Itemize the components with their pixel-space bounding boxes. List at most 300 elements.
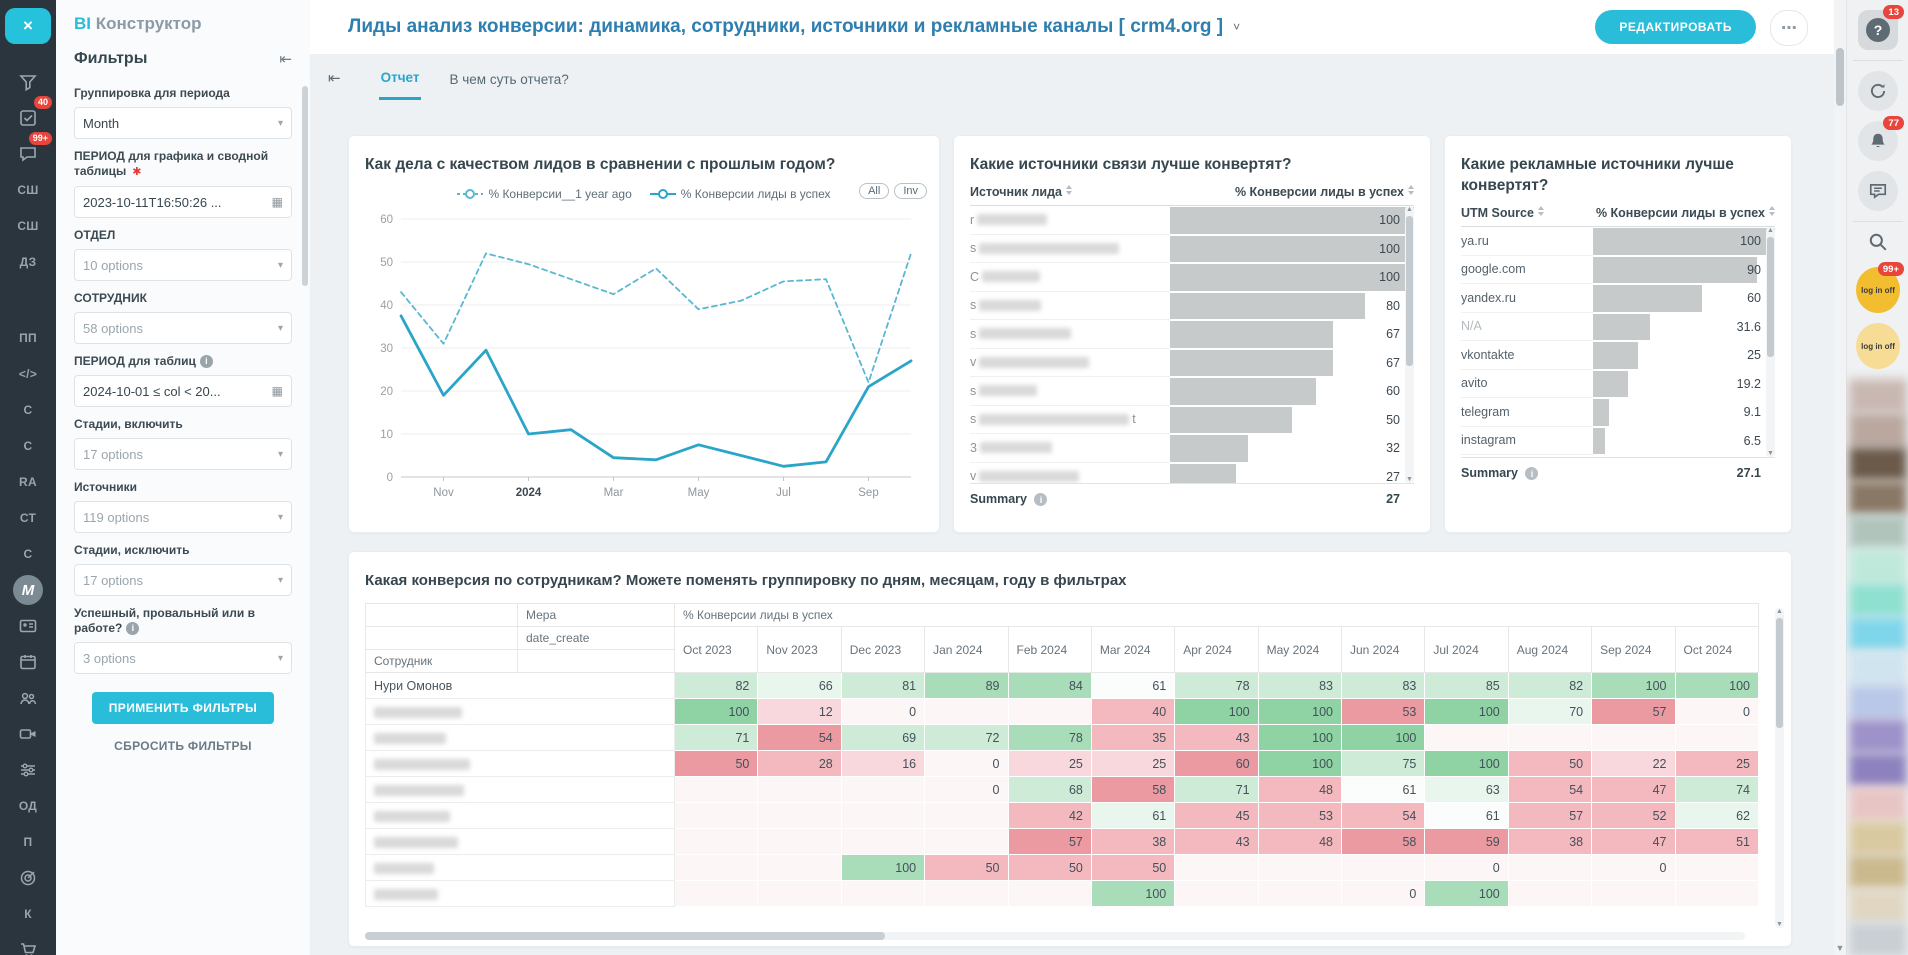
- row-label-text: vkontakte: [1461, 347, 1515, 362]
- conversion-cell: [1175, 855, 1258, 881]
- svg-text:Mar: Mar: [603, 487, 624, 499]
- conversion-cell: 89: [925, 673, 1008, 699]
- conversion-cell: [1008, 881, 1091, 907]
- input-value: 2024-10-01 ≤ col < 20...: [83, 383, 221, 399]
- filter-label: ПЕРИОД для графика и сводной таблицы ✱: [74, 149, 269, 178]
- conversion-cell: 48: [1258, 777, 1341, 803]
- sidebar-item-с[interactable]: С: [23, 439, 33, 453]
- table-row: [1461, 398, 1775, 427]
- redacted-label: [374, 889, 438, 900]
- notification-badge: 40: [34, 96, 52, 109]
- conversion-cell: 62: [1675, 803, 1759, 829]
- tab-about[interactable]: В чем суть отчета?: [449, 71, 569, 87]
- conversion-cell: 16: [841, 751, 924, 777]
- column-header[interactable]: Feb 2024: [1008, 627, 1091, 673]
- row-label-text: N/A: [1461, 319, 1482, 334]
- column-header[interactable]: Jul 2024: [1425, 627, 1508, 673]
- redacted-label: [979, 385, 1037, 396]
- pivot-row: [366, 673, 1759, 699]
- legend-item-year-ago[interactable]: % Конверсии__1 year ago: [457, 187, 631, 201]
- row-label: [970, 235, 1170, 264]
- redacted-label: [374, 837, 458, 848]
- row-bar-cell: [1593, 227, 1775, 256]
- sidebar-item-goals[interactable]: [0, 860, 56, 896]
- conversion-cell: 25: [1091, 751, 1174, 777]
- row-label-fragment: v: [970, 469, 977, 483]
- title-caret-icon[interactable]: ˅: [1233, 20, 1241, 34]
- blurred-avatar[interactable]: [1849, 413, 1907, 447]
- collapse-report-icon[interactable]: ⇤: [328, 70, 341, 87]
- utm-sources-card: [1444, 135, 1792, 533]
- select-input[interactable]: [74, 501, 292, 533]
- conversion-cell: 68: [1008, 777, 1091, 803]
- sync-icon: [1868, 81, 1888, 101]
- row-value: 60: [1386, 384, 1400, 398]
- blurred-avatar[interactable]: [1849, 821, 1907, 855]
- conversion-cell: [1675, 855, 1759, 881]
- rightbar-item: [1856, 263, 1900, 313]
- value-bar: [1170, 407, 1292, 434]
- row-label-fragment: v: [970, 355, 977, 370]
- redacted-label: [979, 328, 1071, 339]
- chevron-down-icon: ▾: [277, 511, 283, 523]
- value-bar: [1593, 399, 1610, 426]
- redacted-label: [979, 471, 1079, 482]
- table-row: [1461, 227, 1775, 256]
- column-header[interactable]: May 2024: [1258, 627, 1341, 673]
- row-label: [1461, 227, 1593, 256]
- conversion-cell: 53: [1342, 699, 1425, 725]
- column-header[interactable]: Nov 2023: [758, 627, 841, 673]
- table-header: [970, 175, 1414, 206]
- column-header-source[interactable]: UTM Source: [1461, 206, 1593, 220]
- chevron-down-icon: ▾: [277, 574, 283, 586]
- search-button[interactable]: [1868, 232, 1888, 257]
- date-input[interactable]: [74, 186, 292, 218]
- conversion-cell: 61: [1425, 803, 1508, 829]
- select-input[interactable]: [74, 249, 292, 281]
- blurred-avatar[interactable]: [1849, 719, 1907, 753]
- page-scrollbar[interactable]: ▼: [1834, 0, 1846, 955]
- table-row: [1461, 370, 1775, 399]
- notification-badge: 13: [1883, 5, 1904, 19]
- select-input[interactable]: [74, 107, 292, 139]
- lead-sources-table: [954, 175, 1430, 514]
- rightbar-item: [1856, 117, 1900, 161]
- summary-row: [970, 483, 1414, 514]
- column-header[interactable]: Sep 2024: [1592, 627, 1675, 673]
- blurred-avatar[interactable]: [1849, 855, 1907, 889]
- column-header-value[interactable]: % Конверсии лиды в успех: [1170, 185, 1414, 199]
- row-value: 100: [1379, 270, 1400, 284]
- table-row: [970, 349, 1414, 378]
- table-header: [1461, 196, 1775, 227]
- conversion-cell: 0: [1425, 855, 1508, 881]
- chat-lines-button[interactable]: [1858, 171, 1898, 211]
- funnel-icon: [19, 73, 37, 91]
- divider: [1853, 221, 1903, 222]
- conversion-cell: 54: [758, 725, 841, 751]
- sidebar-item-сш[interactable]: СШ: [17, 183, 39, 197]
- sidebar-item-m[interactable]: [0, 572, 56, 608]
- row-label-fragment: s: [970, 241, 977, 256]
- sidebar-item-сш[interactable]: СШ: [17, 219, 39, 233]
- pivot-corner: [518, 650, 675, 673]
- blurred-avatar[interactable]: [1849, 447, 1907, 481]
- conversion-cell: [1258, 881, 1341, 907]
- table-rows: [970, 206, 1414, 483]
- collapse-filters-icon[interactable]: ⇤: [279, 51, 292, 68]
- blurred-avatar[interactable]: [1849, 481, 1907, 515]
- sidebar-item-team[interactable]: [0, 680, 56, 716]
- sidebar-item-video[interactable]: [0, 716, 56, 752]
- lead-sources-title: Какие источники связи лучше конвертят?: [970, 156, 1292, 173]
- blurred-avatar[interactable]: [1849, 889, 1907, 923]
- select-input[interactable]: [74, 312, 292, 344]
- value-bar: [1170, 321, 1334, 348]
- column-header[interactable]: Oct 2023: [675, 627, 758, 673]
- conversion-cell: [1675, 725, 1759, 751]
- blurred-avatar[interactable]: [1849, 515, 1907, 549]
- row-label-text: google.com: [1461, 262, 1526, 277]
- summary-label: Summary i: [970, 492, 1047, 506]
- conversion-cell: 78: [1008, 725, 1091, 751]
- filter-label: ОТДЕЛ: [74, 228, 116, 242]
- conversion-cell: 63: [1425, 777, 1508, 803]
- lead-sources-card: [953, 135, 1431, 533]
- svg-text:0: 0: [386, 472, 393, 484]
- input-value: 17 options: [83, 572, 143, 588]
- line-chart: [365, 211, 923, 507]
- redacted-label: [980, 442, 1052, 453]
- row-label-text: ya.ru: [1461, 233, 1489, 248]
- chevron-down-icon: ▾: [277, 322, 283, 334]
- conversion-cell: 70: [1508, 699, 1591, 725]
- summary-value: 27: [1386, 492, 1400, 506]
- table-scrollbar[interactable]: ▲ ▼: [1406, 206, 1413, 483]
- row-label: [1461, 284, 1593, 313]
- conversion-cell: 71: [1175, 777, 1258, 803]
- value-bar: [1593, 371, 1628, 398]
- edit-button[interactable]: РЕДАКТИРОВАТЬ: [1595, 10, 1756, 44]
- select-input[interactable]: [74, 438, 292, 470]
- column-header[interactable]: Mar 2024: [1091, 627, 1174, 673]
- select-input[interactable]: [74, 564, 292, 596]
- conversion-cell: [925, 803, 1008, 829]
- row-bar-cell: [1170, 406, 1414, 435]
- redacted-label: [979, 243, 1119, 254]
- row-label: [970, 263, 1170, 292]
- value-bar: [1593, 285, 1702, 312]
- close-button[interactable]: ×: [5, 8, 51, 44]
- column-header-value[interactable]: % Конверсии лиды в успех: [1593, 206, 1775, 220]
- blurred-avatar[interactable]: [1849, 549, 1907, 583]
- sidebar-item-с[interactable]: С: [23, 403, 33, 417]
- sidebar-item-</>[interactable]: </>: [18, 367, 38, 381]
- date-input[interactable]: [74, 375, 292, 407]
- filter-label: Группировка для периода: [74, 86, 230, 100]
- column-header[interactable]: Aug 2024: [1508, 627, 1591, 673]
- pivot-row: [366, 699, 1759, 725]
- sidebar-item-п[interactable]: П: [23, 835, 33, 849]
- conversion-cell: [1008, 699, 1091, 725]
- chevron-down-icon: ▾: [277, 448, 283, 460]
- tab-report[interactable]: Отчет: [379, 56, 422, 100]
- brand-logo: [56, 0, 310, 34]
- value-bar: [1170, 464, 1236, 484]
- conversion-cell: 75: [1342, 751, 1425, 777]
- blurred-avatar[interactable]: [1849, 787, 1907, 821]
- row-bar-cell: [1170, 292, 1414, 321]
- bell-icon: [1868, 131, 1888, 151]
- row-value: 6.5: [1743, 433, 1761, 448]
- sidebar-item-ra[interactable]: RA: [19, 475, 37, 489]
- select-input[interactable]: [74, 642, 292, 674]
- more-options-button[interactable]: ⋯: [1770, 10, 1808, 46]
- conversion-cell: 81: [841, 673, 924, 699]
- pivot-vertical-scrollbar[interactable]: ▲ ▼: [1776, 608, 1783, 928]
- solid-series-marker-icon: [650, 189, 676, 199]
- sidebar-item-с[interactable]: С: [23, 547, 33, 561]
- conversion-cell: [925, 829, 1008, 855]
- blurred-avatar[interactable]: [1849, 379, 1907, 413]
- people-icon: [19, 689, 37, 707]
- conversion-cell: [841, 777, 924, 803]
- status-circle[interactable]: log in off: [1856, 267, 1900, 313]
- filters-scrollbar[interactable]: [302, 86, 308, 286]
- sort-icon: [1538, 206, 1544, 216]
- value-bar: [1170, 264, 1414, 291]
- conversion-cell: 50: [925, 855, 1008, 881]
- main-area: [310, 0, 1848, 955]
- required-asterisk-icon: ✱: [132, 166, 142, 178]
- filter-field-1: [74, 149, 292, 218]
- conversion-cell: 82: [675, 673, 758, 699]
- row-bar-cell: [1593, 341, 1775, 370]
- conversion-cell: 35: [1091, 725, 1174, 751]
- apply-filters-button[interactable]: ПРИМЕНИТЬ ФИЛЬТРЫ: [92, 692, 274, 724]
- conversion-cell: 43: [1175, 829, 1258, 855]
- conversion-cell: 50: [1008, 855, 1091, 881]
- svg-text:Sep: Sep: [858, 487, 879, 499]
- row-bar-cell: [1170, 320, 1414, 349]
- conversion-cell: 12: [758, 699, 841, 725]
- conversion-cell: [758, 803, 841, 829]
- sidebar-item-calendar[interactable]: [0, 644, 56, 680]
- calendar-icon: ▦: [271, 384, 283, 398]
- conversion-cell: [758, 829, 841, 855]
- pivot-row: [366, 777, 1759, 803]
- row-bar-cell: [1170, 263, 1414, 292]
- conversion-cell: 54: [1508, 777, 1591, 803]
- status-circle[interactable]: log in off: [1856, 323, 1900, 369]
- redacted-label: [374, 759, 470, 770]
- sidebar-item-к[interactable]: К: [24, 907, 32, 921]
- conversion-cell: [1675, 881, 1759, 907]
- redacted-label: [977, 214, 1047, 225]
- column-header-source[interactable]: Источник лида: [970, 185, 1170, 199]
- sort-icon: [1408, 185, 1414, 195]
- pivot-row: [366, 855, 1759, 881]
- column-header[interactable]: Oct 2024: [1675, 627, 1759, 673]
- conversion-cell: 100: [1425, 881, 1508, 907]
- info-icon[interactable]: i: [1034, 493, 1047, 506]
- blurred-avatar[interactable]: [1849, 923, 1907, 955]
- reset-filters-button[interactable]: СБРОСИТЬ ФИЛЬТРЫ: [108, 738, 258, 754]
- sidebar-item-дз[interactable]: ДЗ: [19, 255, 37, 269]
- row-bar-cell: [1170, 349, 1414, 378]
- conversion-cell: 50: [675, 751, 758, 777]
- pivot-row: [366, 829, 1759, 855]
- table-row: [1461, 284, 1775, 313]
- blurred-avatar[interactable]: [1849, 583, 1907, 617]
- row-label: [1461, 370, 1593, 399]
- column-header[interactable]: Jun 2024: [1342, 627, 1425, 673]
- row-bar-cell: [1170, 463, 1414, 484]
- row-label: [1461, 313, 1593, 342]
- conversion-cell: 71: [675, 725, 758, 751]
- calendar-icon: ▦: [271, 195, 283, 209]
- redacted-label: [374, 863, 434, 874]
- row-label-text: telegram: [1461, 404, 1510, 419]
- sidebar-item-settings[interactable]: [0, 752, 56, 788]
- row-value: 80: [1386, 298, 1400, 313]
- conversion-cell: 66: [758, 673, 841, 699]
- brand-name: Конструктор: [95, 14, 202, 33]
- summary-row: [1461, 457, 1775, 488]
- column-header[interactable]: Apr 2024: [1175, 627, 1258, 673]
- row-label: [970, 463, 1170, 484]
- blurred-avatar[interactable]: [1849, 651, 1907, 685]
- blurred-avatar[interactable]: [1849, 617, 1907, 651]
- employee-pivot-title: Какая конверсия по сотрудникам? Можете поменять группировку по дням, месяцам, году в фильтрах: [365, 572, 1127, 589]
- conversion-cell: 83: [1258, 673, 1341, 699]
- summary-label: Summary i: [1461, 466, 1538, 480]
- conversion-cell: 58: [1342, 829, 1425, 855]
- conversion-cell: [841, 803, 924, 829]
- conversion-cell: [1425, 725, 1508, 751]
- sidebar-item-filter[interactable]: [0, 64, 56, 100]
- row-value: 27: [1386, 469, 1400, 483]
- row-value: 31.6: [1736, 319, 1761, 334]
- value-bar: [1593, 314, 1651, 341]
- redacted-label: [374, 785, 464, 796]
- conversion-cell: 100: [1342, 725, 1425, 751]
- table-scrollbar[interactable]: ▲ ▼: [1767, 227, 1774, 457]
- value-bar: [1170, 293, 1365, 320]
- row-label-fragment: s: [970, 383, 977, 398]
- column-header[interactable]: Dec 2023: [841, 627, 924, 673]
- divider: [1853, 60, 1903, 61]
- pivot-horizontal-scrollbar[interactable]: [365, 932, 1745, 940]
- utm-sources-table: [1445, 196, 1791, 488]
- value-bar: [1170, 435, 1248, 462]
- toggle-inv-button[interactable]: Inv: [894, 183, 927, 199]
- legend-item-current[interactable]: % Конверсии лиды в успех: [650, 187, 831, 201]
- table-row: [970, 377, 1414, 406]
- id-card-icon: [19, 617, 37, 635]
- question-icon: ?: [1866, 18, 1890, 42]
- rightbar-item: [1856, 6, 1900, 50]
- filter-list: [56, 72, 310, 674]
- row-label-fragment: t: [1132, 412, 1136, 427]
- pivot-table: [365, 603, 1759, 907]
- value-bar: [1170, 350, 1334, 377]
- chat-icon: [19, 145, 37, 163]
- row-label-fragment: C: [970, 269, 980, 284]
- employee-label: [366, 803, 675, 829]
- sidebar-item-пп[interactable]: ПП: [19, 331, 37, 345]
- svg-text:May: May: [687, 487, 710, 499]
- conversion-cell: [1508, 855, 1591, 881]
- value-bar: [1170, 378, 1317, 405]
- sidebar-item-contacts[interactable]: [0, 608, 56, 644]
- conversion-cell: [675, 829, 758, 855]
- conversion-cell: 54: [1342, 803, 1425, 829]
- table-row: [970, 206, 1414, 235]
- blurred-avatar[interactable]: [1849, 753, 1907, 787]
- svg-text:20: 20: [380, 386, 393, 398]
- conversion-cell: 0: [1592, 855, 1675, 881]
- value-bar: [1593, 428, 1605, 455]
- conversion-cell: 53: [1258, 803, 1341, 829]
- summary-value: 27.1: [1736, 466, 1761, 480]
- toggle-all-button[interactable]: All: [859, 183, 889, 199]
- conversion-cell: 60: [1175, 751, 1258, 777]
- svg-text:Jul: Jul: [776, 487, 791, 499]
- blurred-avatar[interactable]: [1849, 685, 1907, 719]
- employee-label: [366, 829, 675, 855]
- employee-label: Нури Омонов: [366, 673, 675, 699]
- row-label-text: yandex.ru: [1461, 290, 1516, 305]
- sidebar-item-од[interactable]: ОД: [18, 799, 38, 813]
- conversion-cell: [1508, 881, 1591, 907]
- sidebar-item-tasks[interactable]: [0, 97, 56, 136]
- row-label-text: instagram: [1461, 433, 1516, 448]
- sidebar-item-cart[interactable]: [0, 932, 56, 955]
- conversion-cell: 47: [1592, 777, 1675, 803]
- employee-pivot-card: [348, 551, 1792, 947]
- conversion-cell: 85: [1425, 673, 1508, 699]
- employee-label: [366, 881, 675, 907]
- chevron-down-icon: ▾: [277, 259, 283, 271]
- sidebar-item-messages[interactable]: [0, 133, 56, 172]
- svg-text:10: 10: [380, 429, 393, 441]
- conversion-cell: 100: [841, 855, 924, 881]
- sync-button[interactable]: [1858, 71, 1898, 111]
- row-label: [970, 406, 1170, 435]
- employee-label: [366, 777, 675, 803]
- column-header[interactable]: Jan 2024: [925, 627, 1008, 673]
- conversion-cell: 0: [841, 699, 924, 725]
- filter-field-2: [74, 228, 292, 281]
- conversion-cell: 57: [1592, 699, 1675, 725]
- row-value: 100: [1379, 241, 1400, 256]
- redacted-label: [374, 733, 446, 744]
- target-icon: [19, 869, 37, 887]
- conversion-cell: 52: [1592, 803, 1675, 829]
- conversion-cell: [1592, 725, 1675, 751]
- info-icon[interactable]: i: [1525, 467, 1538, 480]
- row-value: 100: [1740, 234, 1761, 248]
- conversion-cell: [675, 855, 758, 881]
- input-value: Month: [83, 115, 120, 131]
- row-bar-cell: [1170, 206, 1414, 235]
- conversion-cell: 100: [1258, 725, 1341, 751]
- value-bar: [1170, 236, 1414, 263]
- sidebar-item-ст[interactable]: СТ: [19, 511, 37, 525]
- conversion-cell: [675, 881, 758, 907]
